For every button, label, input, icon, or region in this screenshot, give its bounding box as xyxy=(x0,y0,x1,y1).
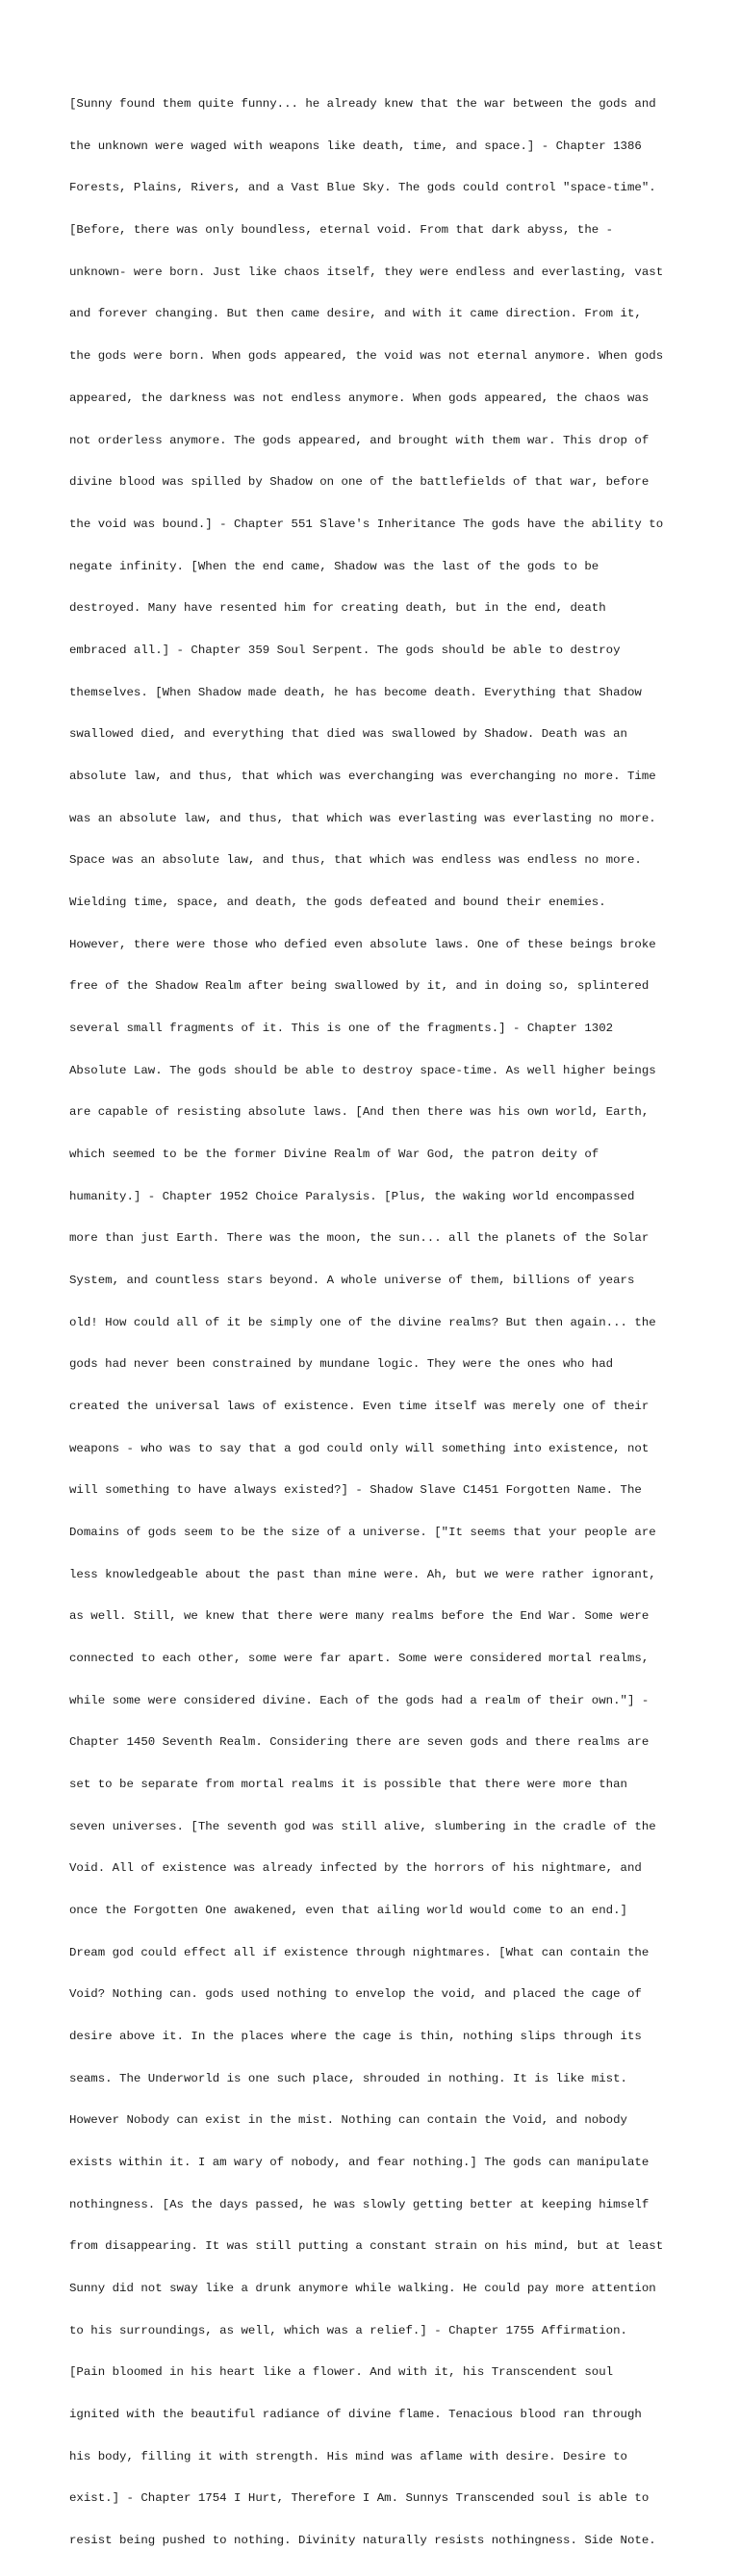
text-line: swallowed died, and everything that died was swallowed by Shadow. Death was an xyxy=(69,727,627,742)
text-line: Chapter 1450 Seventh Realm. Considering there are seven gods and there realms are xyxy=(69,1735,650,1750)
text-line: will something to have always existed?] - Shadow Slave C1451 Forgotten Name. The xyxy=(69,1483,642,1498)
text-line: which seemed to be the former Divine Realm of War God, the patron deity of xyxy=(69,1147,599,1161)
text-line: nothingness. [As the days passed, he was slowly getting better at keeping himself xyxy=(69,2197,650,2211)
text-line: System, and countless stars beyond. A whole universe of them, billions of years xyxy=(69,1273,635,1287)
text-line: humanity.] - Chapter 1952 Choice Paralysis. [Plus, the waking world encompassed xyxy=(69,1189,635,1203)
text-line: appeared, the darkness was not endless anymore. When gods appeared, the chaos was xyxy=(69,391,650,405)
text-line: Space was an absolute law, and thus, that which was endless was endless no more. xyxy=(69,853,642,868)
text-line: exists within it. I am wary of nobody, and fear nothing.] The gods can manipulate xyxy=(69,2156,650,2170)
text-line: ignited with the beautiful radiance of divine flame. Tenacious blood ran through xyxy=(69,2408,642,2422)
text-line: [Pain bloomed in his heart like a flower. And with it, his Transcendent soul xyxy=(69,2365,614,2380)
text-line: However Nobody can exist in the mist. Nothing can contain the Void, and nobody xyxy=(69,2113,627,2128)
text-line: the unknown were waged with weapons like death, time, and space.] - Chapter 1386 xyxy=(69,139,642,153)
text-line: to his surroundings, as well, which was a relief.] - Chapter 1755 Affirmation. xyxy=(69,2323,627,2337)
text-line: not orderless anymore. The gods appeared, and brought with them war. This drop of xyxy=(69,433,650,447)
text-line: are capable of resisting absolute laws. [And then there was his own world, Earth, xyxy=(69,1105,650,1120)
text-line: Wielding time, space, and death, the gods defeated and bound their enemies. xyxy=(69,895,606,909)
text-line: desire above it. In the places where the cage is thin, nothing slips through its xyxy=(69,2030,642,2044)
text-line: [Before, there was only boundless, eternal void. From that dark abyss, the - xyxy=(69,223,614,238)
text-line: was an absolute law, and thus, that which was everlasting was everlasting no more. xyxy=(69,811,656,825)
text-line: and forever changing. But then came desire, and with it came direction. From it, xyxy=(69,307,642,321)
text-line: more than just Earth. There was the moon, the sun... all the planets of the Solar xyxy=(69,1231,650,1246)
text-line: the gods were born. When gods appeared, the void was not eternal anymore. When gods xyxy=(69,349,664,364)
text-line: his body, filling it with strength. His mind was aflame with desire. Desire to xyxy=(69,2449,627,2463)
text-line: Dream god could effect all if existence through nightmares. [What can contain the xyxy=(69,1945,650,1959)
text-line: unknown- were born. Just like chaos itself, they were endless and everlasting, vast xyxy=(69,265,664,279)
text-line: Void? Nothing can. gods used nothing to envelop the void, and placed the cage of xyxy=(69,1987,642,2002)
document-body xyxy=(69,69,663,2576)
text-line: embraced all.] - Chapter 359 Soul Serpent. The gods should be able to destroy xyxy=(69,643,621,657)
text-line: themselves. [When Shadow made death, he has become death. Everything that Shadow xyxy=(69,685,642,699)
text-line: as well. Still, we knew that there were many realms before the End War. Some were xyxy=(69,1609,650,1624)
text-line: while some were considered divine. Each of the gods had a realm of their own."] - xyxy=(69,1693,650,1707)
text-line: seams. The Underworld is one such place, shrouded in nothing. It is like mist. xyxy=(69,2071,627,2085)
text-line: negate infinity. [When the end came, Shadow was the last of the gods to be xyxy=(69,559,599,573)
text-line: However, there were those who defied even absolute laws. One of these beings broke xyxy=(69,937,656,951)
text-line: absolute law, and thus, that which was everchanging was everchanging no more. Time xyxy=(69,769,656,783)
text-line: resist being pushed to nothing. Divinity naturally resists nothingness. Side Note. xyxy=(69,2534,656,2548)
text-line: the void was bound.] - Chapter 551 Slave's Inheritance The gods have the ability to xyxy=(69,517,664,531)
text-line: Absolute Law. The gods should be able to destroy space-time. As well higher beings xyxy=(69,1063,656,1077)
text-line: less knowledgeable about the past than mine were. Ah, but we were rather ignorant, xyxy=(69,1567,656,1581)
text-line: Sunny did not sway like a drunk anymore while walking. He could pay more attention xyxy=(69,2282,656,2296)
text-line: exist.] - Chapter 1754 I Hurt, Therefore I Am. Sunnys Transcended soul is able to xyxy=(69,2491,650,2506)
text-line: divine blood was spilled by Shadow on one of the battlefields of that war, before xyxy=(69,475,650,490)
text-line: once the Forgotten One awakened, even that ailing world would come to an end.] xyxy=(69,1904,627,1918)
text-line: [Sunny found them quite funny... he already knew that the war between the gods and xyxy=(69,97,656,112)
text-line: free of the Shadow Realm after being swallowed by it, and in doing so, splintered xyxy=(69,979,650,994)
text-line: set to be separate from mortal realms it is possible that there were more than xyxy=(69,1778,627,1791)
text-line: created the universal laws of existence. Even time itself was merely one of their xyxy=(69,1399,650,1413)
text-line: Forests, Plains, Rivers, and a Vast Blue Sky. The gods could control "space-time". xyxy=(69,181,656,195)
text-line: destroyed. Many have resented him for creating death, but in the end, death xyxy=(69,601,606,616)
text-line: Void. All of existence was already infected by the horrors of his nightmare, and xyxy=(69,1861,642,1876)
text-line: several small fragments of it. This is one of the fragments.] - Chapter 1302 xyxy=(69,1021,614,1035)
text-line: seven universes. [The seventh god was still alive, slumbering in the cradle of the xyxy=(69,1819,656,1833)
text-line: connected to each other, some were far apart. Some were considered mortal realms, xyxy=(69,1651,650,1665)
text-line: from disappearing. It was still putting a constant strain on his mind, but at least xyxy=(69,2239,664,2254)
text-line: old! How could all of it be simply one of the divine realms? But then again... the xyxy=(69,1315,656,1329)
text-line: gods had never been constrained by mundane logic. They were the ones who had xyxy=(69,1357,614,1372)
text-line: Domains of gods seem to be the size of a universe. ["It seems that your people are xyxy=(69,1525,656,1539)
text-line: weapons - who was to say that a god could only will something into existence, not xyxy=(69,1441,650,1455)
